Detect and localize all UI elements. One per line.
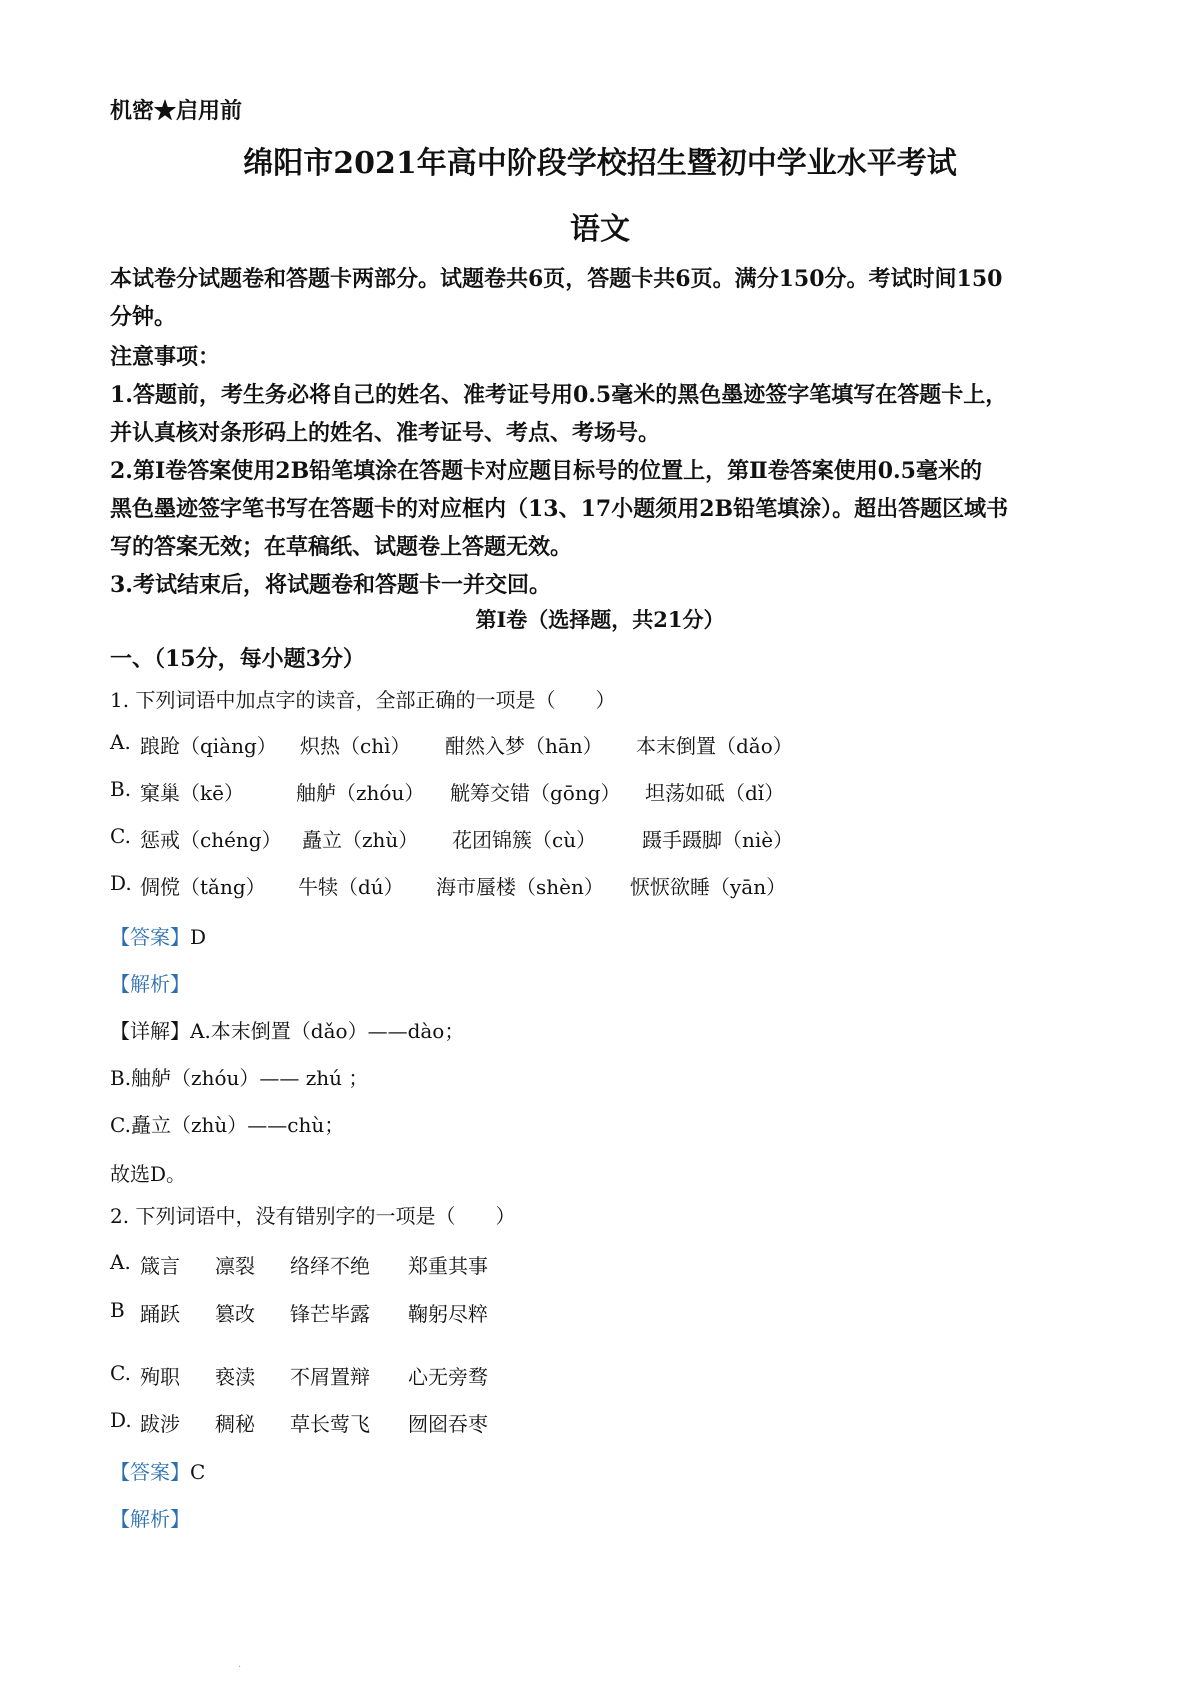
detail-tag: 【详解】 <box>110 1019 190 1043</box>
answer-tag: 【答案】 <box>110 925 190 949</box>
answer-value: D <box>190 925 207 949</box>
option-item: 鞠躬尽粹 <box>408 1302 488 1326</box>
q1-detail-line-3: C.矗立（zhù）——chù； <box>110 1113 345 1137</box>
option-item: 窠巢（kē） <box>140 781 244 805</box>
answer-tag: 【答案】 <box>110 1460 190 1484</box>
notice-item-1b: 并认真核对条形码上的姓名、准考证号、考点、考场号。 <box>110 420 661 446</box>
notice-item-1a: 1.答题前，考生务必将自己的姓名、准考证号用0.5毫米的黑色墨迹签字笔填写在答题卡上， <box>110 382 1008 408</box>
option-letter: C. <box>110 1361 131 1385</box>
notice-item-2a: 2.第Ⅰ卷答案使用2B铅笔填涂在答题卡对应题目标号的位置上，第Ⅱ卷答案使用0.5毫米的 <box>110 458 982 484</box>
option-item: 不屑置辩 <box>290 1365 370 1389</box>
option-item: 稠秘 <box>215 1412 255 1436</box>
option-item: 觥筹交错（gōng） <box>450 781 621 805</box>
q1-analysis-tag: 【解析】 <box>110 972 190 996</box>
notice-item-2b: 黑色墨迹签字笔书写在答题卡的对应框内（13、17小题须用2B铅笔填涂）。超出答题区域书 <box>110 496 1009 522</box>
option-item: 蹑手蹑脚（niè） <box>642 828 794 852</box>
option-item: 踉跄（qiàng） <box>140 734 277 758</box>
option-item: 矗立（zhù） <box>302 828 419 852</box>
section-heading: 一、（15分，每小题3分） <box>110 646 365 672</box>
notice-item-2c: 写的答案无效；在草稿纸、试题卷上答题无效。 <box>110 534 573 560</box>
option-letter: D. <box>110 1408 132 1432</box>
option-letter: B <box>110 1298 125 1322</box>
detail-text: A.本末倒置（dǎo）——dào； <box>190 1019 465 1043</box>
q1-detail-line-2: B.舳舻（zhóu）—— zhú ； <box>110 1066 369 1090</box>
notice-item-3: 3.考试结束后，将试题卷和答题卡一并交回。 <box>110 572 551 598</box>
option-item: 凛裂 <box>215 1254 255 1278</box>
option-item: 酣然入梦（hān） <box>445 734 603 758</box>
option-item: 舳舻（zhóu） <box>296 781 425 805</box>
option-item: 海市蜃楼（shèn） <box>436 875 604 899</box>
option-letter: D. <box>110 871 132 895</box>
option-letter: A. <box>110 730 131 754</box>
option-item: 坦荡如砥（dǐ） <box>645 781 785 805</box>
option-item: 篡改 <box>215 1302 255 1326</box>
q1-conclusion: 故选D。 <box>110 1162 187 1186</box>
q2-answer <box>110 1456 205 1485</box>
option-item: 牛犊（dú） <box>298 875 404 899</box>
option-item: 箴言 <box>140 1254 180 1278</box>
answer-value: C <box>190 1460 206 1484</box>
option-item: 恹恹欲睡（yān） <box>630 875 787 899</box>
q1-detail-line-1 <box>110 1015 464 1044</box>
part1-heading: 第Ⅰ卷（选择题，共21分） <box>475 607 725 632</box>
option-letter: C. <box>110 824 131 848</box>
option-item: 亵渎 <box>215 1365 255 1389</box>
secret-label: 机密★启用前 <box>110 98 243 124</box>
q2-analysis-tag: 【解析】 <box>110 1507 190 1531</box>
question-2-stem: 2. 下列词语中，没有错别字的一项是（ ） <box>110 1204 516 1228</box>
option-item: 殉职 <box>140 1365 180 1389</box>
option-item: 惩戒（chéng） <box>140 828 282 852</box>
option-item: 花团锦簇（cù） <box>452 828 597 852</box>
option-letter: B. <box>110 777 132 801</box>
option-item: 本末倒置（dǎo） <box>636 734 793 758</box>
intro-line-2: 分钟。 <box>110 304 177 330</box>
option-item: 草长莺飞 <box>290 1412 370 1436</box>
exam-title: 绵阳市2021年高中阶段学校招生暨初中学业水平考试 <box>243 146 957 181</box>
notice-heading: 注意事项： <box>110 344 221 370</box>
option-item: 囫囵吞枣 <box>408 1412 488 1436</box>
option-item: 炽热（chì） <box>300 734 411 758</box>
option-item: 心无旁骛 <box>408 1365 488 1389</box>
option-item: 郑重其事 <box>408 1254 488 1278</box>
option-item: 锋芒毕露 <box>290 1302 370 1326</box>
q1-answer <box>110 921 206 950</box>
option-letter: A. <box>110 1250 131 1274</box>
subject-title: 语文 <box>570 212 630 247</box>
option-item: 跋涉 <box>140 1412 180 1436</box>
footer-mark: · <box>238 1662 242 1673</box>
option-item: 络绎不绝 <box>290 1254 370 1278</box>
intro-line-1: 本试卷分试题卷和答题卡两部分。试题卷共6页，答题卡共6页。满分150分。考试时间150 <box>110 266 1003 292</box>
option-item: 倜傥（tǎng） <box>140 875 266 899</box>
option-item: 踊跃 <box>140 1302 180 1326</box>
question-1-stem: 1. 下列词语中加点字的读音，全部正确的一项是（ ） <box>110 688 616 712</box>
